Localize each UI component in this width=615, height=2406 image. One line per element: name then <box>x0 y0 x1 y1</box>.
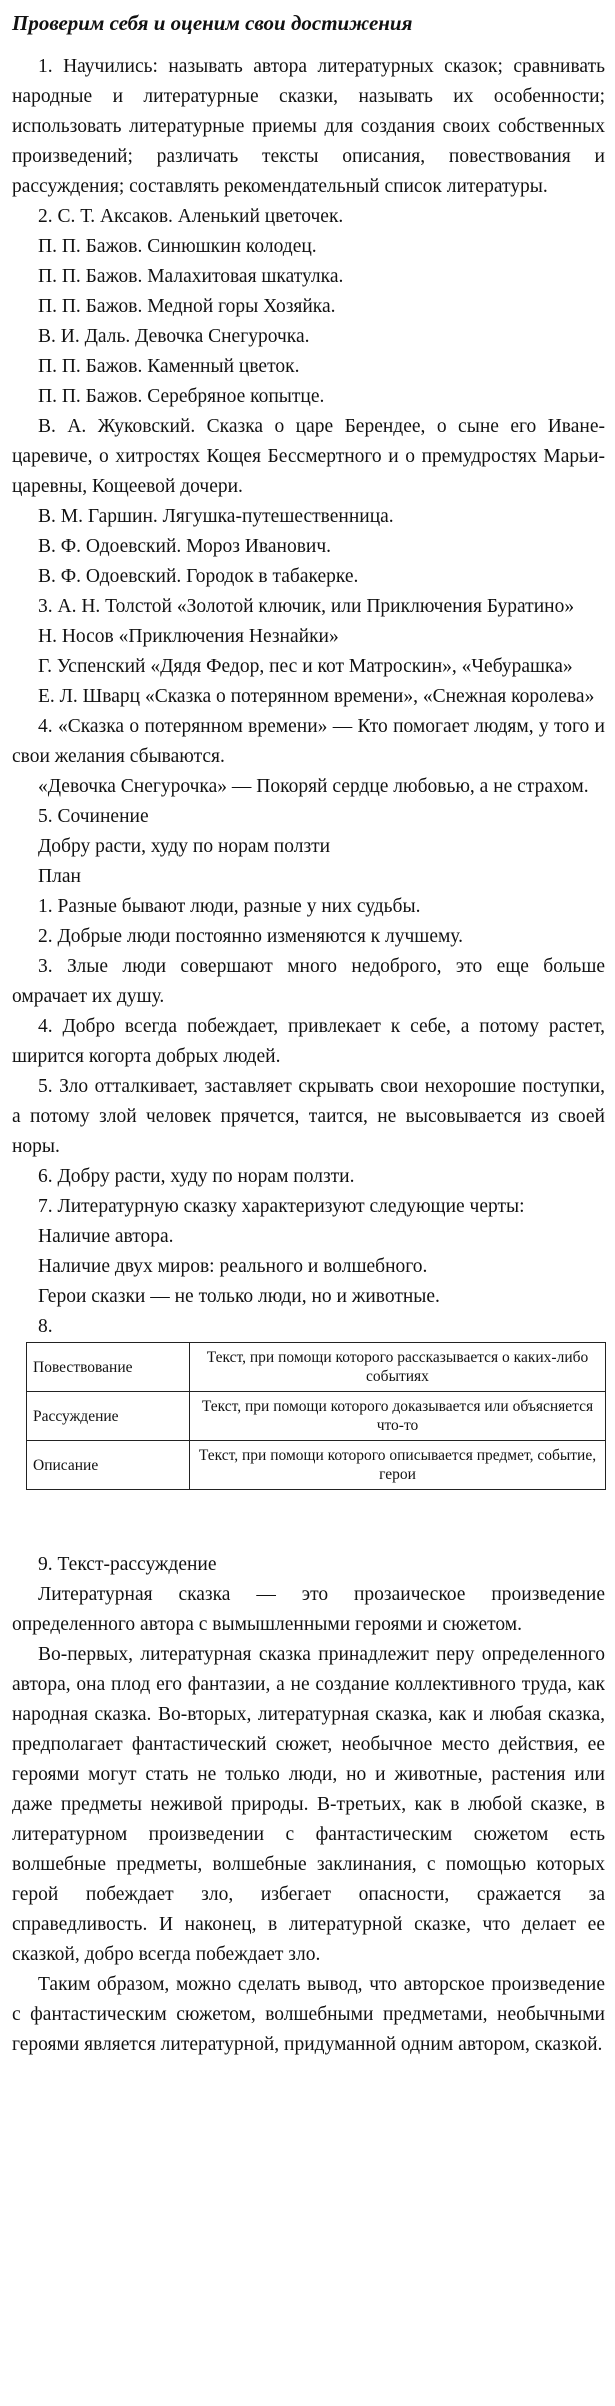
table-cell-term: Описание <box>27 1441 190 1490</box>
answer-paragraph: П. П. Бажов. Медной горы Хозяйка. <box>38 296 336 317</box>
answer-paragraph: 7. Литературную сказку характеризуют следующие черты: <box>38 1196 525 1217</box>
answer-paragraph: 1. Разные бывают люди, разные у них судьбы. <box>38 896 421 917</box>
answers-part-2 <box>12 1550 605 2060</box>
table-cell-description: Текст, при помощи которого описывается предмет, событие, герои <box>190 1441 606 1490</box>
answer-paragraph: 6. Добру расти, худу по норам ползти. <box>38 1166 355 1187</box>
essay-paragraph: 9. Текст-рассуждение <box>38 1554 217 1575</box>
answer-paragraph: В. А. Жуковский. Сказка о царе Берендее, о сыне его Иване-царевиче, о хитростях Кощея Бессмертного и о премудростях Марьи-царевны, Кощеевой дочери. <box>12 416 605 497</box>
table-row <box>27 1343 606 1392</box>
table-row <box>27 1441 606 1490</box>
text-types-table <box>26 1342 606 1490</box>
table-cell-description: Текст, при помощи которого рассказывается о каких-либо событиях <box>190 1343 606 1392</box>
answer-paragraph: 1. Научились: называть автора литературных сказок; сравнивать народные и литературные сказки, называть их особенности; использовать литературные приемы для создания своих собственных произведений; различать тексты описания, повествования и рассуждения; составлять рекомендательный список литературы. <box>12 56 605 197</box>
answer-paragraph: 4. «Сказка о потерянном времени» — Кто помогает людям, у того и свои желания сбываются. <box>12 716 605 767</box>
answer-paragraph: Герои сказки — не только люди, но и животные. <box>38 1286 440 1307</box>
essay-paragraph: Литературная сказка — это прозаическое произведение определенного автора с вымышленными героями и сюжетом. <box>12 1584 605 1635</box>
answer-paragraph: 5. Зло отталкивает, заставляет скрывать свои нехорошие поступки, а потому злой человек прячется, таится, не высовывается из своей норы. <box>12 1076 605 1157</box>
table-cell-description: Текст, при помощи которого доказывается или объясняется что-то <box>190 1392 606 1441</box>
answer-paragraph: Наличие автора. <box>38 1226 174 1247</box>
answer-paragraph: План <box>38 866 81 887</box>
answers-part-1 <box>12 52 605 1342</box>
answer-paragraph: Е. Л. Шварц «Сказка о потерянном времени», «Снежная королева» <box>38 686 595 707</box>
answer-paragraph: Н. Носов «Приключения Незнайки» <box>38 626 339 647</box>
essay-paragraph: Таким образом, можно сделать вывод, что авторское произведение с фантастическим сюжетом, волшебными предметами, необычными героями является литературной, придуманной одним автором, сказкой. <box>12 1974 605 2055</box>
answer-paragraph: П. П. Бажов. Каменный цветок. <box>38 356 300 377</box>
answer-paragraph: 3. А. Н. Толстой «Золотой ключик, или Приключения Буратино» <box>38 596 575 617</box>
essay-paragraph: Во-первых, литературная сказка принадлежит перу определенного автора, она плод его фантазии, а не создание коллективного труда, как народная сказка. Во-вторых, литературная сказка, как и любая сказка, предполагает фантастический сюжет, необычное место действия, ее героями могут стать не только люди, но и животные, растения или даже предметы неживой природы. В-третьих, как в любой сказке, в литературном произведении с фантастическим сюжетом есть волшебные предметы, волшебные заклинания, с помощью которых герой побеждает зло, избегает опасности, сражается за справедливость. И наконец, в литературной сказке, что делает ее сказкой, добро всегда побеждает зло. <box>12 1644 605 1965</box>
answer-paragraph: 8. <box>38 1316 53 1337</box>
answer-paragraph: П. П. Бажов. Синюшкин колодец. <box>38 236 317 257</box>
answer-paragraph: «Девочка Снегурочка» — Покоряй сердце любовью, а не страхом. <box>38 776 589 797</box>
section-gap <box>12 1490 605 1550</box>
answer-paragraph: В. И. Даль. Девочка Снегурочка. <box>38 326 310 347</box>
table-cell-term: Повествование <box>27 1343 190 1392</box>
answer-paragraph: В. Ф. Одоевский. Мороз Иванович. <box>38 536 332 557</box>
table-row <box>27 1392 606 1441</box>
answer-paragraph: 5. Сочинение <box>38 806 149 827</box>
page-title: Проверим себя и оценим свои достижения <box>12 11 413 35</box>
table-cell-term: Рассуждение <box>27 1392 190 1441</box>
answer-paragraph: В. М. Гаршин. Лягушка-путешественница. <box>38 506 394 527</box>
answer-paragraph: 3. Злые люди совершают много недоброго, это еще больше омрачает их душу. <box>12 956 605 1007</box>
answer-paragraph: П. П. Бажов. Серебряное копытце. <box>38 386 325 407</box>
answer-paragraph: Г. Успенский «Дядя Федор, пес и кот Матроскин», «Чебурашка» <box>38 656 573 677</box>
answer-paragraph: Наличие двух миров: реального и волшебного. <box>38 1256 428 1277</box>
answer-paragraph: 2. Добрые люди постоянно изменяются к лучшему. <box>38 926 463 947</box>
answer-paragraph: 2. С. Т. Аксаков. Аленький цветочек. <box>38 206 344 227</box>
answer-paragraph: 4. Добро всегда побеждает, привлекает к себе, а потому растет, ширится когорта добрых людей. <box>12 1016 605 1067</box>
answer-paragraph: В. Ф. Одоевский. Городок в табакерке. <box>38 566 359 587</box>
answer-paragraph: Добру расти, худу по норам ползти <box>38 836 331 857</box>
answer-paragraph: П. П. Бажов. Малахитовая шкатулка. <box>38 266 344 287</box>
